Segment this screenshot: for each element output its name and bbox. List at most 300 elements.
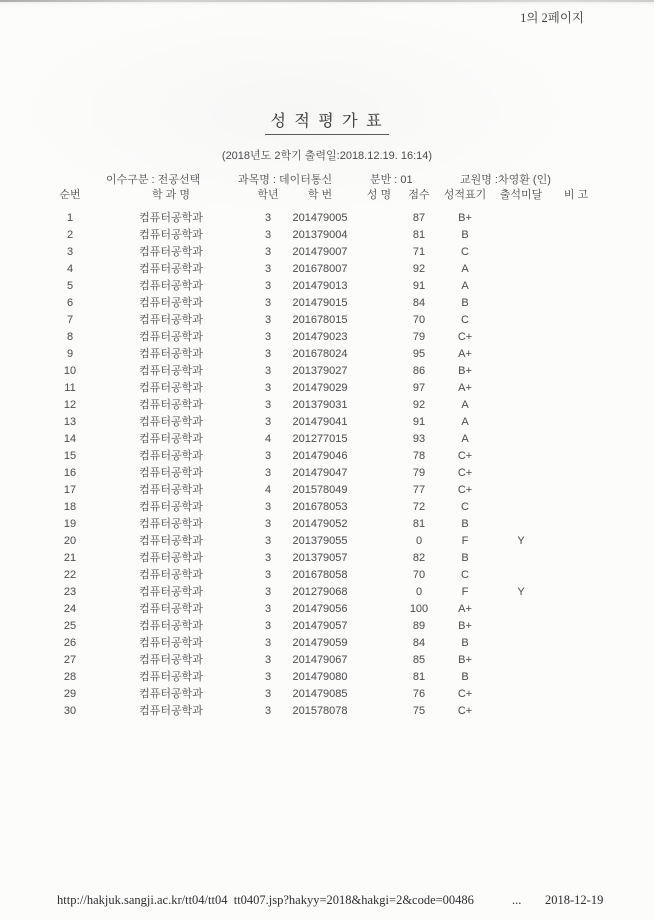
- instructor-name: 교원명 :차영환 (인): [460, 174, 551, 186]
- table-row: [50, 329, 604, 346]
- table-header: [50, 188, 604, 210]
- cell-no: 25: [63, 620, 77, 632]
- cell-absent: [494, 329, 548, 346]
- table-row: [50, 414, 604, 431]
- cell-dept: 컴퓨터공학과: [139, 535, 203, 547]
- table-row: [50, 431, 604, 448]
- cell-name: [356, 584, 402, 601]
- cell-score: 92: [412, 399, 426, 411]
- cell-name: [356, 567, 402, 584]
- cell-student-id: 201479005: [292, 212, 348, 224]
- cell-student-id: 201479041: [292, 416, 348, 428]
- cell-note: [548, 312, 604, 329]
- cell-name: [356, 550, 402, 567]
- cell-student-id: 201479080: [292, 671, 348, 683]
- cell-name: [356, 363, 402, 380]
- cell-note: [548, 227, 604, 244]
- col-no: 순번: [59, 189, 81, 201]
- cell-no: 28: [63, 671, 77, 683]
- cell-grade: B: [461, 671, 469, 683]
- cell-no: 6: [66, 297, 74, 309]
- cell-name: [356, 210, 402, 227]
- cell-absent: [494, 550, 548, 567]
- cell-score: 86: [412, 365, 426, 377]
- cell-score: 82: [412, 552, 426, 564]
- cell-absent: [494, 380, 548, 397]
- cell-grade: A: [461, 280, 469, 292]
- cell-dept: 컴퓨터공학과: [139, 229, 203, 241]
- cell-grade: C+: [457, 450, 473, 462]
- cell-score: 87: [412, 212, 426, 224]
- footer-date: 2018-12-19: [545, 893, 604, 907]
- cell-student-id: 201678024: [292, 348, 348, 360]
- cell-student-id: 201379004: [292, 229, 348, 241]
- cell-grade: C: [461, 569, 469, 581]
- cell-note: [548, 380, 604, 397]
- cell-student-id: 201678058: [292, 569, 348, 581]
- cell-grade: B+: [458, 212, 472, 224]
- table-row: [50, 295, 604, 312]
- print-footer: [0, 893, 654, 911]
- cell-score: 92: [412, 263, 426, 275]
- table-row: [50, 567, 604, 584]
- cell-year: 4: [264, 433, 272, 445]
- cell-score: 91: [412, 280, 426, 292]
- cell-year: 3: [264, 535, 272, 547]
- cell-name: [356, 448, 402, 465]
- cell-name: [356, 618, 402, 635]
- cell-absent: [494, 686, 548, 703]
- cell-student-id: 201379057: [292, 552, 348, 564]
- cell-year: 3: [264, 331, 272, 343]
- cell-grade: A+: [458, 348, 472, 360]
- table-row: [50, 210, 604, 227]
- cell-dept: 컴퓨터공학과: [139, 416, 203, 428]
- cell-name: [356, 397, 402, 414]
- cell-note: [548, 516, 604, 533]
- cell-dept: 컴퓨터공학과: [139, 569, 203, 581]
- cell-no: 12: [63, 399, 77, 411]
- col-grade: 성적표기: [443, 189, 487, 201]
- scan-edge-artifact: [0, 0, 654, 2]
- cell-student-id: 201678015: [292, 314, 348, 326]
- cell-absent: [494, 346, 548, 363]
- cell-score: 79: [412, 331, 426, 343]
- cell-name: [356, 312, 402, 329]
- cell-student-id: 201678053: [292, 501, 348, 513]
- cell-dept: 컴퓨터공학과: [139, 314, 203, 326]
- table-row: [50, 312, 604, 329]
- cell-grade: C: [461, 501, 469, 513]
- cell-year: 3: [264, 246, 272, 258]
- cell-dept: 컴퓨터공학과: [139, 620, 203, 632]
- cell-student-id: 201479052: [292, 518, 348, 530]
- cell-no: 27: [63, 654, 77, 666]
- cell-year: 3: [264, 552, 272, 564]
- table-row: [50, 635, 604, 652]
- cell-dept: 컴퓨터공학과: [139, 399, 203, 411]
- cell-student-id: 201379055: [292, 535, 348, 547]
- footer-url: http://hakjuk.sangji.ac.kr/tt04/tt04 tt0407.jsp?hakyy=2018&hakgi=2&code=00486: [57, 893, 474, 907]
- cell-student-id: 201479056: [292, 603, 348, 615]
- cell-year: 3: [264, 348, 272, 360]
- cell-no: 1: [66, 212, 74, 224]
- cell-grade: A+: [458, 382, 472, 394]
- cell-no: 30: [63, 705, 77, 717]
- cell-absent: [494, 465, 548, 482]
- cell-grade: B: [461, 518, 469, 530]
- col-absent: 출석미달: [499, 189, 543, 201]
- table-row: [50, 363, 604, 380]
- cell-no: 2: [66, 229, 74, 241]
- cell-grade: B: [461, 297, 469, 309]
- cell-name: [356, 482, 402, 499]
- cell-note: [548, 703, 604, 720]
- cell-student-id: 201479085: [292, 688, 348, 700]
- cell-dept: 컴퓨터공학과: [139, 297, 203, 309]
- cell-note: [548, 261, 604, 278]
- cell-name: [356, 329, 402, 346]
- cell-score: 95: [412, 348, 426, 360]
- cell-grade: B+: [458, 365, 472, 377]
- cell-year: 3: [264, 263, 272, 275]
- cell-absent: [494, 499, 548, 516]
- cell-no: 9: [66, 348, 74, 360]
- cell-dept: 컴퓨터공학과: [139, 450, 203, 462]
- cell-note: [548, 431, 604, 448]
- cell-absent: [494, 312, 548, 329]
- cell-absent: [494, 669, 548, 686]
- course-info-row: [0, 171, 654, 186]
- cell-student-id: 201379027: [292, 365, 348, 377]
- cell-no: 3: [66, 246, 74, 258]
- cell-note: [548, 652, 604, 669]
- cell-dept: 컴퓨터공학과: [139, 688, 203, 700]
- table-row: [50, 261, 604, 278]
- cell-score: 71: [412, 246, 426, 258]
- cell-no: 26: [63, 637, 77, 649]
- cell-absent: [494, 397, 548, 414]
- cell-dept: 컴퓨터공학과: [139, 654, 203, 666]
- cell-year: 3: [264, 467, 272, 479]
- cell-dept: 컴퓨터공학과: [139, 518, 203, 530]
- table-row: [50, 244, 604, 261]
- cell-grade: A: [461, 263, 469, 275]
- table-row: [50, 533, 604, 550]
- footer-ellipsis: ...: [512, 893, 522, 907]
- cell-absent: [494, 618, 548, 635]
- cell-score: 0: [415, 535, 423, 547]
- cell-absent: [494, 703, 548, 720]
- cell-student-id: 201479013: [292, 280, 348, 292]
- col-student-id: 학 번: [307, 189, 333, 201]
- cell-note: [548, 533, 604, 550]
- col-note: 비 고: [563, 189, 589, 201]
- cell-name: [356, 261, 402, 278]
- cell-grade: B: [461, 637, 469, 649]
- cell-student-id: 201479046: [292, 450, 348, 462]
- cell-name: [356, 686, 402, 703]
- cell-note: [548, 465, 604, 482]
- table-row: [50, 618, 604, 635]
- cell-note: [548, 686, 604, 703]
- print-page-indicator: 1의 2페이지: [520, 11, 584, 25]
- cell-score: 70: [412, 569, 426, 581]
- cell-name: [356, 346, 402, 363]
- cell-grade: C+: [457, 331, 473, 343]
- cell-no: 23: [63, 586, 77, 598]
- table-row: [50, 346, 604, 363]
- cell-student-id: 201479059: [292, 637, 348, 649]
- cell-note: [548, 346, 604, 363]
- table-row: [50, 584, 604, 601]
- cell-note: [548, 669, 604, 686]
- cell-absent: [494, 278, 548, 295]
- cell-grade: A+: [458, 603, 472, 615]
- cell-no: 13: [63, 416, 77, 428]
- table-row: [50, 499, 604, 516]
- cell-dept: 컴퓨터공학과: [139, 705, 203, 717]
- cell-note: [548, 295, 604, 312]
- grade-table-body: [50, 210, 604, 720]
- table-row: [50, 703, 604, 720]
- cell-absent: [494, 516, 548, 533]
- table-header-row: [50, 188, 604, 210]
- cell-year: 3: [264, 365, 272, 377]
- cell-year: 4: [264, 484, 272, 496]
- table-row: [50, 516, 604, 533]
- table-row: [50, 448, 604, 465]
- cell-year: 3: [264, 671, 272, 683]
- table-row: [50, 465, 604, 482]
- cell-year: 3: [264, 654, 272, 666]
- cell-student-id: 201678007: [292, 263, 348, 275]
- cell-dept: 컴퓨터공학과: [139, 263, 203, 275]
- cell-no: 15: [63, 450, 77, 462]
- cell-year: 3: [264, 501, 272, 513]
- cell-no: 10: [63, 365, 77, 377]
- cell-name: [356, 380, 402, 397]
- cell-no: 11: [64, 382, 76, 394]
- cell-year: 3: [264, 416, 272, 428]
- cell-grade: C+: [457, 484, 473, 496]
- cell-year: 3: [264, 450, 272, 462]
- cell-grade: F: [461, 586, 469, 598]
- cell-grade: B: [461, 229, 469, 241]
- cell-score: 97: [412, 382, 426, 394]
- cell-year: 3: [264, 399, 272, 411]
- cell-grade: B: [461, 552, 469, 564]
- cell-year: 3: [264, 297, 272, 309]
- cell-no: 8: [66, 331, 74, 343]
- cell-year: 3: [264, 637, 272, 649]
- cell-note: [548, 397, 604, 414]
- cell-name: [356, 244, 402, 261]
- cell-score: 84: [412, 297, 426, 309]
- cell-no: 24: [63, 603, 77, 615]
- cell-year: 3: [264, 620, 272, 632]
- cell-dept: 컴퓨터공학과: [139, 331, 203, 343]
- table-row: [50, 380, 604, 397]
- cell-absent: [494, 227, 548, 244]
- cell-score: 75: [412, 705, 426, 717]
- cell-dept: 컴퓨터공학과: [139, 501, 203, 513]
- cell-name: [356, 431, 402, 448]
- cell-absent: [494, 244, 548, 261]
- table-row: [50, 482, 604, 499]
- cell-year: 3: [264, 518, 272, 530]
- cell-name: [356, 703, 402, 720]
- cell-grade: C: [461, 246, 469, 258]
- cell-absent: [494, 414, 548, 431]
- cell-absent: [494, 567, 548, 584]
- cell-grade: C+: [457, 705, 473, 717]
- table-row: [50, 397, 604, 414]
- title-row: [0, 108, 654, 135]
- cell-dept: 컴퓨터공학과: [139, 348, 203, 360]
- cell-grade: A: [461, 433, 469, 445]
- cell-note: [548, 635, 604, 652]
- cell-student-id: 201479057: [292, 620, 348, 632]
- cell-name: [356, 295, 402, 312]
- cell-absent: [494, 295, 548, 312]
- cell-score: 79: [412, 467, 426, 479]
- cell-absent: [494, 635, 548, 652]
- cell-year: 3: [264, 280, 272, 292]
- cell-dept: 컴퓨터공학과: [139, 212, 203, 224]
- cell-note: [548, 499, 604, 516]
- cell-score: 81: [412, 671, 426, 683]
- cell-score: 84: [412, 637, 426, 649]
- cell-student-id: 201479007: [292, 246, 348, 258]
- cell-year: 3: [264, 229, 272, 241]
- cell-absent: [494, 431, 548, 448]
- cell-name: [356, 669, 402, 686]
- col-dept: 학 과 명: [152, 189, 190, 201]
- cell-dept: 컴퓨터공학과: [139, 484, 203, 496]
- cell-absent: [494, 448, 548, 465]
- cell-student-id: 201379031: [292, 399, 348, 411]
- cell-no: 4: [66, 263, 74, 275]
- cell-name: [356, 465, 402, 482]
- cell-note: [548, 414, 604, 431]
- cell-student-id: 201479023: [292, 331, 348, 343]
- cell-grade: C+: [457, 467, 473, 479]
- cell-name: [356, 227, 402, 244]
- col-score: 점수: [408, 189, 430, 201]
- cell-score: 72: [412, 501, 426, 513]
- cell-no: 21: [63, 552, 77, 564]
- col-year: 학년: [257, 189, 279, 201]
- cell-note: [548, 482, 604, 499]
- cell-no: 18: [63, 501, 77, 513]
- cell-dept: 컴퓨터공학과: [139, 586, 203, 598]
- cell-no: 20: [63, 535, 77, 547]
- cell-absent: [494, 482, 548, 499]
- cell-score: 78: [412, 450, 426, 462]
- cell-dept: 컴퓨터공학과: [139, 246, 203, 258]
- cell-year: 3: [264, 314, 272, 326]
- cell-year: 3: [264, 688, 272, 700]
- cell-grade: C: [461, 314, 469, 326]
- cell-note: [548, 618, 604, 635]
- cell-note: [548, 550, 604, 567]
- cell-dept: 컴퓨터공학과: [139, 552, 203, 564]
- col-name: 성 명: [366, 189, 392, 201]
- cell-absent: Y: [517, 586, 525, 598]
- cell-dept: 컴퓨터공학과: [139, 433, 203, 445]
- cell-grade: F: [461, 535, 469, 547]
- cell-no: 7: [66, 314, 74, 326]
- cell-year: 3: [264, 586, 272, 598]
- cell-no: 16: [63, 467, 77, 479]
- cell-note: [548, 329, 604, 346]
- cell-name: [356, 414, 402, 431]
- cell-student-id: 201279068: [292, 586, 348, 598]
- course-name: 과목명 : 데이터통신: [238, 174, 333, 186]
- table-row: [50, 686, 604, 703]
- cell-grade: A: [461, 399, 469, 411]
- cell-student-id: 201277015: [292, 433, 348, 445]
- cell-no: 19: [63, 518, 77, 530]
- cell-name: [356, 635, 402, 652]
- cell-student-id: 201479047: [292, 467, 348, 479]
- cell-student-id: 201479015: [292, 297, 348, 309]
- cell-dept: 컴퓨터공학과: [139, 280, 203, 292]
- cell-note: [548, 448, 604, 465]
- cell-year: 3: [264, 569, 272, 581]
- cell-absent: [494, 601, 548, 618]
- cell-absent: [494, 261, 548, 278]
- cell-score: 89: [412, 620, 426, 632]
- grade-table: [50, 188, 604, 720]
- cell-no: 22: [63, 569, 77, 581]
- cell-year: 3: [264, 382, 272, 394]
- table-row: [50, 550, 604, 567]
- table-row: [50, 601, 604, 618]
- cell-name: [356, 516, 402, 533]
- table-row: [50, 669, 604, 686]
- cell-score: 81: [412, 229, 426, 241]
- table-row: [50, 652, 604, 669]
- cell-dept: 컴퓨터공학과: [139, 467, 203, 479]
- cell-note: [548, 601, 604, 618]
- cell-score: 0: [415, 586, 423, 598]
- cell-dept: 컴퓨터공학과: [139, 637, 203, 649]
- cell-student-id: 201479067: [292, 654, 348, 666]
- cell-note: [548, 363, 604, 380]
- cell-year: 3: [264, 212, 272, 224]
- cell-score: 93: [412, 433, 426, 445]
- cell-absent: [494, 363, 548, 380]
- cell-score: 77: [412, 484, 426, 496]
- cell-absent: Y: [517, 535, 525, 547]
- cell-dept: 컴퓨터공학과: [139, 365, 203, 377]
- cell-grade: B+: [458, 654, 472, 666]
- cell-note: [548, 210, 604, 227]
- cell-score: 81: [412, 518, 426, 530]
- course-type: 이수구분 : 전공선택: [106, 174, 201, 186]
- cell-dept: 컴퓨터공학과: [139, 603, 203, 615]
- cell-no: 5: [66, 280, 74, 292]
- cell-student-id: 201578049: [292, 484, 348, 496]
- cell-absent: [494, 652, 548, 669]
- cell-absent: [494, 210, 548, 227]
- course-section: 분반 : 01: [370, 174, 413, 186]
- cell-student-id: 201479029: [292, 382, 348, 394]
- cell-score: 70: [412, 314, 426, 326]
- cell-score: 100: [409, 603, 429, 615]
